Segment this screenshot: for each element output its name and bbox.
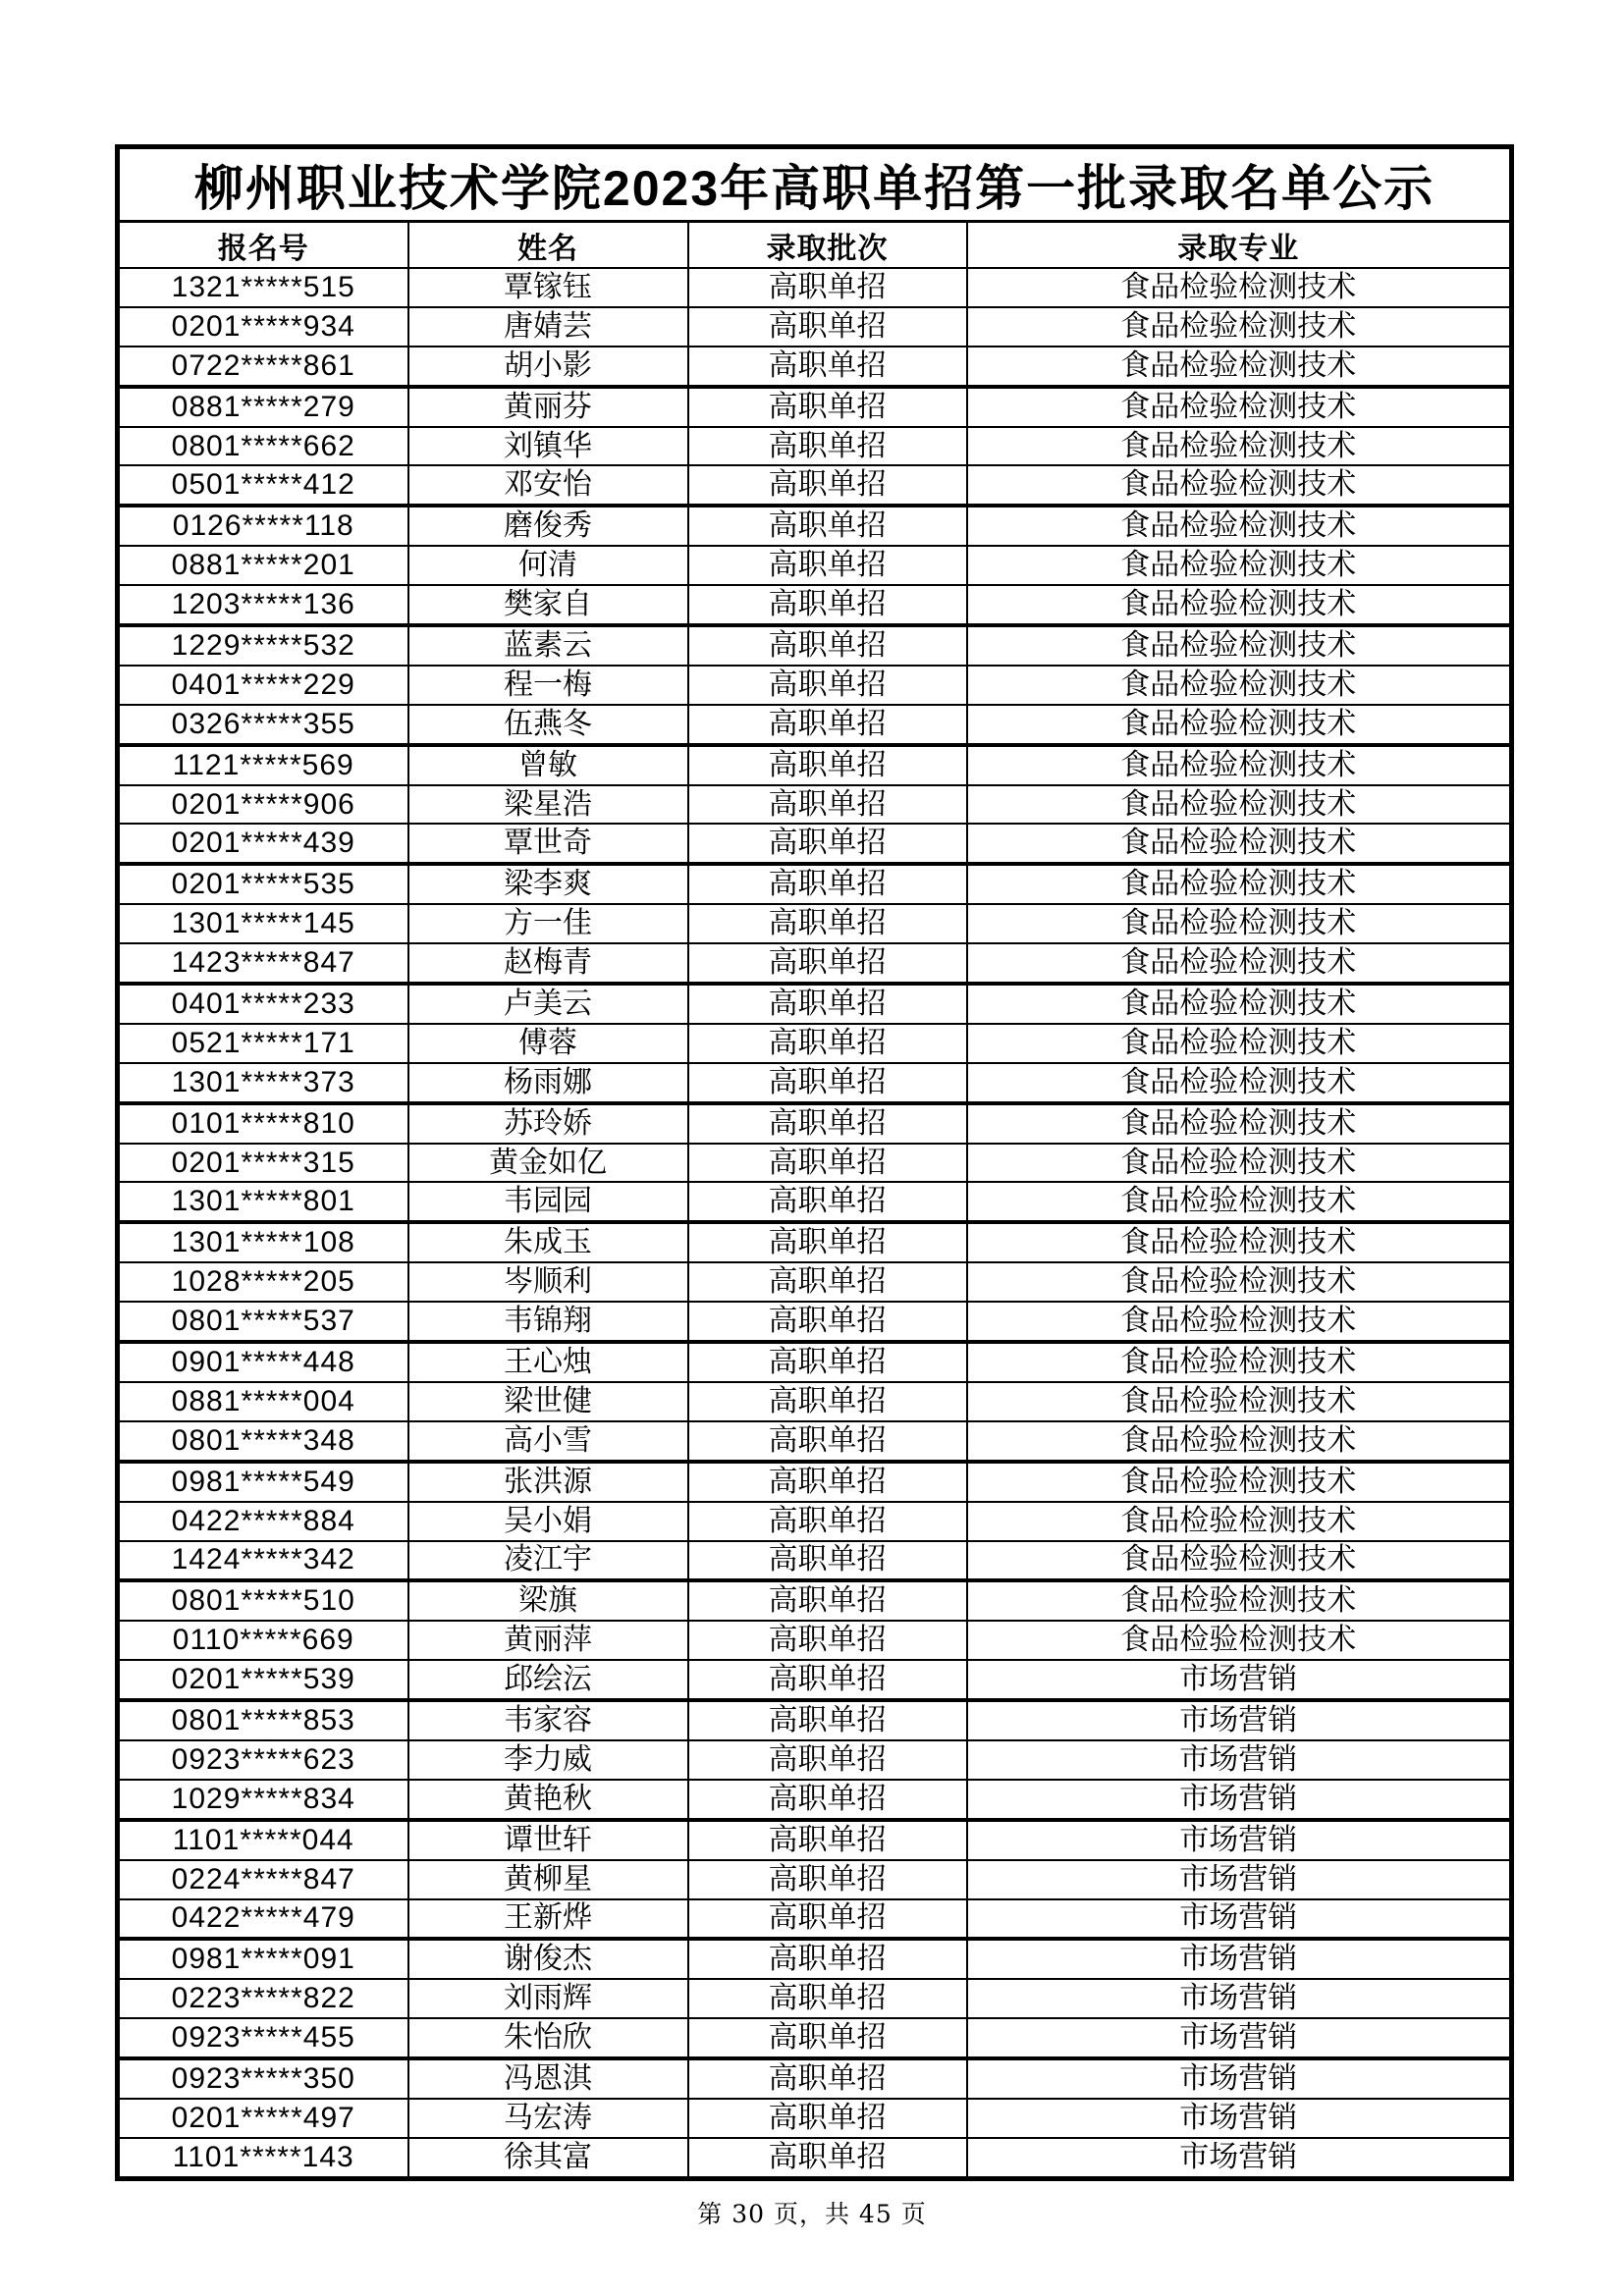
batch-cell: 高职单招: [688, 307, 967, 347]
column-header-name: 姓名: [408, 222, 688, 269]
major-cell: 食品检验检测技术: [967, 1342, 1512, 1382]
major-cell: 市场营销: [967, 1820, 1512, 1860]
table-row: [118, 785, 1512, 825]
registration-number-cell: 0881*****201: [118, 546, 408, 585]
table-row: [118, 1820, 1512, 1860]
registration-number-cell: 0224*****847: [118, 1860, 408, 1899]
major-cell: 食品检验检测技术: [967, 904, 1512, 943]
name-cell: 赵梅青: [408, 943, 688, 984]
batch-cell: 高职单招: [688, 347, 967, 387]
batch-cell: 高职单招: [688, 745, 967, 785]
name-cell: 韦园园: [408, 1182, 688, 1222]
registration-number-cell: 1029*****834: [118, 1780, 408, 1820]
table-row: [118, 1740, 1512, 1780]
batch-cell: 高职单招: [688, 427, 967, 466]
admission-table: [115, 144, 1514, 2181]
table-row: [118, 1899, 1512, 1940]
name-cell: 朱怡欣: [408, 2018, 688, 2058]
name-cell: 方一佳: [408, 904, 688, 943]
registration-number-cell: 0422*****479: [118, 1899, 408, 1940]
page-title: 柳州职业技术学院2023年高职单招第一批录取名单公示: [118, 147, 1512, 222]
name-cell: 卢美云: [408, 984, 688, 1024]
batch-cell: 高职单招: [688, 1144, 967, 1183]
name-cell: 谢俊杰: [408, 1939, 688, 1979]
major-cell: 食品检验检测技术: [967, 785, 1512, 825]
batch-cell: 高职单招: [688, 1382, 967, 1421]
table-row: [118, 268, 1512, 307]
registration-number-cell: 0201*****439: [118, 824, 408, 864]
name-cell: 朱成玉: [408, 1222, 688, 1262]
major-cell: 食品检验检测技术: [967, 666, 1512, 705]
name-cell: 杨雨娜: [408, 1063, 688, 1103]
name-cell: 高小雪: [408, 1421, 688, 1462]
batch-cell: 高职单招: [688, 2058, 967, 2099]
table-row: [118, 1262, 1512, 1302]
batch-cell: 高职单招: [688, 1182, 967, 1222]
name-cell: 唐婧芸: [408, 307, 688, 347]
registration-number-cell: 0801*****348: [118, 1421, 408, 1462]
batch-cell: 高职单招: [688, 1899, 967, 1940]
admission-table-body: [118, 268, 1512, 2178]
registration-number-cell: 0923*****623: [118, 1740, 408, 1780]
name-cell: 覃镓钰: [408, 268, 688, 307]
batch-cell: 高职单招: [688, 1979, 967, 2018]
major-cell: 市场营销: [967, 1780, 1512, 1820]
table-row: [118, 1063, 1512, 1103]
table-row: [118, 1580, 1512, 1621]
registration-number-cell: 0521*****171: [118, 1024, 408, 1063]
registration-number-cell: 0422*****884: [118, 1502, 408, 1541]
registration-number-cell: 1301*****373: [118, 1063, 408, 1103]
table-row: [118, 307, 1512, 347]
major-cell: 食品检验检测技术: [967, 1063, 1512, 1103]
table-row: [118, 1939, 1512, 1979]
table-row: [118, 465, 1512, 506]
registration-number-cell: 0201*****315: [118, 1144, 408, 1183]
batch-cell: 高职单招: [688, 705, 967, 745]
major-cell: 食品检验检测技术: [967, 943, 1512, 984]
name-cell: 曾敏: [408, 745, 688, 785]
major-cell: 食品检验检测技术: [967, 705, 1512, 745]
batch-cell: 高职单招: [688, 943, 967, 984]
registration-number-cell: 0981*****091: [118, 1939, 408, 1979]
table-row: [118, 1222, 1512, 1262]
batch-cell: 高职单招: [688, 824, 967, 864]
major-cell: 食品检验检测技术: [967, 1182, 1512, 1222]
column-header-batch: 录取批次: [688, 222, 967, 269]
major-cell: 食品检验检测技术: [967, 387, 1512, 427]
batch-cell: 高职单招: [688, 2138, 967, 2178]
registration-number-cell: 0223*****822: [118, 1979, 408, 2018]
name-cell: 马宏涛: [408, 2099, 688, 2138]
major-cell: 食品检验检测技术: [967, 1502, 1512, 1541]
batch-cell: 高职单招: [688, 1222, 967, 1262]
batch-cell: 高职单招: [688, 1780, 967, 1820]
table-row: [118, 2018, 1512, 2058]
name-cell: 黄丽芬: [408, 387, 688, 427]
major-cell: 市场营销: [967, 1700, 1512, 1740]
registration-number-cell: 0201*****906: [118, 785, 408, 825]
registration-number-cell: 1423*****847: [118, 943, 408, 984]
page-number: 第 30 页，共 45 页: [697, 2200, 927, 2228]
name-cell: 韦家容: [408, 1700, 688, 1740]
registration-number-cell: 0722*****861: [118, 347, 408, 387]
major-cell: 食品检验检测技术: [967, 585, 1512, 625]
name-cell: 韦锦翔: [408, 1302, 688, 1342]
registration-number-cell: 0981*****549: [118, 1462, 408, 1502]
batch-cell: 高职单招: [688, 1063, 967, 1103]
table-row: [118, 1660, 1512, 1700]
name-cell: 傅蓉: [408, 1024, 688, 1063]
batch-cell: 高职单招: [688, 785, 967, 825]
table-row: [118, 1342, 1512, 1382]
name-cell: 梁世健: [408, 1382, 688, 1421]
table-row: [118, 1421, 1512, 1462]
name-cell: 张洪源: [408, 1462, 688, 1502]
name-cell: 黄柳星: [408, 1860, 688, 1899]
table-row: [118, 427, 1512, 466]
batch-cell: 高职单招: [688, 1024, 967, 1063]
registration-number-cell: 1203*****136: [118, 585, 408, 625]
registration-number-cell: 1121*****569: [118, 745, 408, 785]
table-row: [118, 1462, 1512, 1502]
batch-cell: 高职单招: [688, 1502, 967, 1541]
registration-number-cell: 0401*****229: [118, 666, 408, 705]
table-row: [118, 943, 1512, 984]
name-cell: 邓安怡: [408, 465, 688, 506]
table-row: [118, 2058, 1512, 2099]
major-cell: 市场营销: [967, 1860, 1512, 1899]
registration-number-cell: 0126*****118: [118, 506, 408, 546]
table-row: [118, 1541, 1512, 1581]
table-row: [118, 824, 1512, 864]
batch-cell: 高职单招: [688, 1939, 967, 1979]
batch-cell: 高职单招: [688, 465, 967, 506]
name-cell: 伍燕冬: [408, 705, 688, 745]
table-row: [118, 1780, 1512, 1820]
name-cell: 王新烨: [408, 1899, 688, 1940]
major-cell: 食品检验检测技术: [967, 984, 1512, 1024]
title-row: [118, 147, 1512, 222]
registration-number-cell: 0801*****662: [118, 427, 408, 466]
registration-number-cell: 0201*****535: [118, 864, 408, 904]
name-cell: 梁李爽: [408, 864, 688, 904]
batch-cell: 高职单招: [688, 546, 967, 585]
major-cell: 食品检验检测技术: [967, 1024, 1512, 1063]
name-cell: 黄丽萍: [408, 1621, 688, 1660]
registration-number-cell: 1101*****044: [118, 1820, 408, 1860]
registration-number-cell: 0201*****934: [118, 307, 408, 347]
major-cell: 市场营销: [967, 1660, 1512, 1700]
table-row: [118, 705, 1512, 745]
table-row: [118, 1700, 1512, 1740]
major-cell: 食品检验检测技术: [967, 1103, 1512, 1144]
name-cell: 梁星浩: [408, 785, 688, 825]
table-row: [118, 506, 1512, 546]
major-cell: 食品检验检测技术: [967, 1382, 1512, 1421]
major-cell: 食品检验检测技术: [967, 745, 1512, 785]
major-cell: 食品检验检测技术: [967, 1302, 1512, 1342]
registration-number-cell: 1301*****145: [118, 904, 408, 943]
major-cell: 食品检验检测技术: [967, 307, 1512, 347]
major-cell: 食品检验检测技术: [967, 1421, 1512, 1462]
name-cell: 徐其富: [408, 2138, 688, 2178]
batch-cell: 高职单招: [688, 506, 967, 546]
major-cell: 食品检验检测技术: [967, 1144, 1512, 1183]
table-header-row: [118, 222, 1512, 269]
batch-cell: 高职单招: [688, 1541, 967, 1581]
name-cell: 黄金如亿: [408, 1144, 688, 1183]
major-cell: 食品检验检测技术: [967, 1462, 1512, 1502]
registration-number-cell: 1028*****205: [118, 1262, 408, 1302]
registration-number-cell: 1229*****532: [118, 625, 408, 666]
table-row: [118, 1382, 1512, 1421]
registration-number-cell: 1101*****143: [118, 2138, 408, 2178]
major-cell: 市场营销: [967, 1939, 1512, 1979]
registration-number-cell: 0401*****233: [118, 984, 408, 1024]
registration-number-cell: 0801*****853: [118, 1700, 408, 1740]
column-header-major: 录取专业: [967, 222, 1512, 269]
registration-number-cell: 0326*****355: [118, 705, 408, 745]
table-row: [118, 387, 1512, 427]
registration-number-cell: 1301*****801: [118, 1182, 408, 1222]
batch-cell: 高职单招: [688, 864, 967, 904]
batch-cell: 高职单招: [688, 1860, 967, 1899]
batch-cell: 高职单招: [688, 1660, 967, 1700]
table-row: [118, 666, 1512, 705]
name-cell: 岑顺利: [408, 1262, 688, 1302]
batch-cell: 高职单招: [688, 625, 967, 666]
column-header-registration-number: 报名号: [118, 222, 408, 269]
batch-cell: 高职单招: [688, 1740, 967, 1780]
batch-cell: 高职单招: [688, 585, 967, 625]
name-cell: 谭世轩: [408, 1820, 688, 1860]
batch-cell: 高职单招: [688, 984, 967, 1024]
batch-cell: 高职单招: [688, 387, 967, 427]
name-cell: 黄艳秋: [408, 1780, 688, 1820]
registration-number-cell: 0501*****412: [118, 465, 408, 506]
name-cell: 苏玲娇: [408, 1103, 688, 1144]
table-row: [118, 1302, 1512, 1342]
table-row: [118, 904, 1512, 943]
major-cell: 食品检验检测技术: [967, 864, 1512, 904]
table-row: [118, 1502, 1512, 1541]
table-row: [118, 1860, 1512, 1899]
name-cell: 蓝素云: [408, 625, 688, 666]
table-row: [118, 1103, 1512, 1144]
name-cell: 凌江宇: [408, 1541, 688, 1581]
batch-cell: 高职单招: [688, 1462, 967, 1502]
batch-cell: 高职单招: [688, 1621, 967, 1660]
table-row: [118, 984, 1512, 1024]
batch-cell: 高职单招: [688, 1580, 967, 1621]
name-cell: 樊家自: [408, 585, 688, 625]
major-cell: 食品检验检测技术: [967, 625, 1512, 666]
major-cell: 食品检验检测技术: [967, 465, 1512, 506]
major-cell: 市场营销: [967, 2138, 1512, 2178]
name-cell: 吴小娟: [408, 1502, 688, 1541]
batch-cell: 高职单招: [688, 2099, 967, 2138]
batch-cell: 高职单招: [688, 1421, 967, 1462]
major-cell: 食品检验检测技术: [967, 1621, 1512, 1660]
name-cell: 何清: [408, 546, 688, 585]
table-row: [118, 2099, 1512, 2138]
major-cell: 食品检验检测技术: [967, 824, 1512, 864]
batch-cell: 高职单招: [688, 904, 967, 943]
major-cell: 食品检验检测技术: [967, 1222, 1512, 1262]
major-cell: 市场营销: [967, 1899, 1512, 1940]
registration-number-cell: 1301*****108: [118, 1222, 408, 1262]
major-cell: 市场营销: [967, 2099, 1512, 2138]
major-cell: 食品检验检测技术: [967, 546, 1512, 585]
table-row: [118, 1144, 1512, 1183]
name-cell: 王心烛: [408, 1342, 688, 1382]
batch-cell: 高职单招: [688, 666, 967, 705]
name-cell: 梁旗: [408, 1580, 688, 1621]
registration-number-cell: 1424*****342: [118, 1541, 408, 1581]
batch-cell: 高职单招: [688, 268, 967, 307]
table-row: [118, 1024, 1512, 1063]
registration-number-cell: 0881*****279: [118, 387, 408, 427]
major-cell: 食品检验检测技术: [967, 506, 1512, 546]
major-cell: 食品检验检测技术: [967, 1541, 1512, 1581]
name-cell: 邱绘沄: [408, 1660, 688, 1700]
table-row: [118, 1182, 1512, 1222]
major-cell: 市场营销: [967, 1740, 1512, 1780]
table-row: [118, 1621, 1512, 1660]
major-cell: 市场营销: [967, 1979, 1512, 2018]
registration-number-cell: 0801*****510: [118, 1580, 408, 1621]
name-cell: 胡小影: [408, 347, 688, 387]
table-row: [118, 745, 1512, 785]
major-cell: 市场营销: [967, 2018, 1512, 2058]
table-row: [118, 864, 1512, 904]
name-cell: 冯恩淇: [408, 2058, 688, 2099]
name-cell: 程一梅: [408, 666, 688, 705]
table-row: [118, 625, 1512, 666]
registration-number-cell: 0901*****448: [118, 1342, 408, 1382]
major-cell: 食品检验检测技术: [967, 1580, 1512, 1621]
batch-cell: 高职单招: [688, 1262, 967, 1302]
table-row: [118, 585, 1512, 625]
name-cell: 覃世奇: [408, 824, 688, 864]
batch-cell: 高职单招: [688, 2018, 967, 2058]
batch-cell: 高职单招: [688, 1103, 967, 1144]
registration-number-cell: 0201*****497: [118, 2099, 408, 2138]
registration-number-cell: 0101*****810: [118, 1103, 408, 1144]
registration-number-cell: 0201*****539: [118, 1660, 408, 1700]
major-cell: 食品检验检测技术: [967, 427, 1512, 466]
batch-cell: 高职单招: [688, 1342, 967, 1382]
registration-number-cell: 0923*****455: [118, 2018, 408, 2058]
batch-cell: 高职单招: [688, 1302, 967, 1342]
table-row: [118, 546, 1512, 585]
registration-number-cell: 1321*****515: [118, 268, 408, 307]
name-cell: 李力威: [408, 1740, 688, 1780]
name-cell: 刘镇华: [408, 427, 688, 466]
registration-number-cell: 0881*****004: [118, 1382, 408, 1421]
major-cell: 市场营销: [967, 2058, 1512, 2099]
registration-number-cell: 0923*****350: [118, 2058, 408, 2099]
batch-cell: 高职单招: [688, 1700, 967, 1740]
batch-cell: 高职单招: [688, 1820, 967, 1860]
registration-number-cell: 0801*****537: [118, 1302, 408, 1342]
registration-number-cell: 0110*****669: [118, 1621, 408, 1660]
major-cell: 食品检验检测技术: [967, 1262, 1512, 1302]
table-row: [118, 1979, 1512, 2018]
major-cell: 食品检验检测技术: [967, 268, 1512, 307]
name-cell: 磨俊秀: [408, 506, 688, 546]
name-cell: 刘雨辉: [408, 1979, 688, 2018]
major-cell: 食品检验检测技术: [967, 347, 1512, 387]
table-row: [118, 347, 1512, 387]
table-row: [118, 2138, 1512, 2178]
